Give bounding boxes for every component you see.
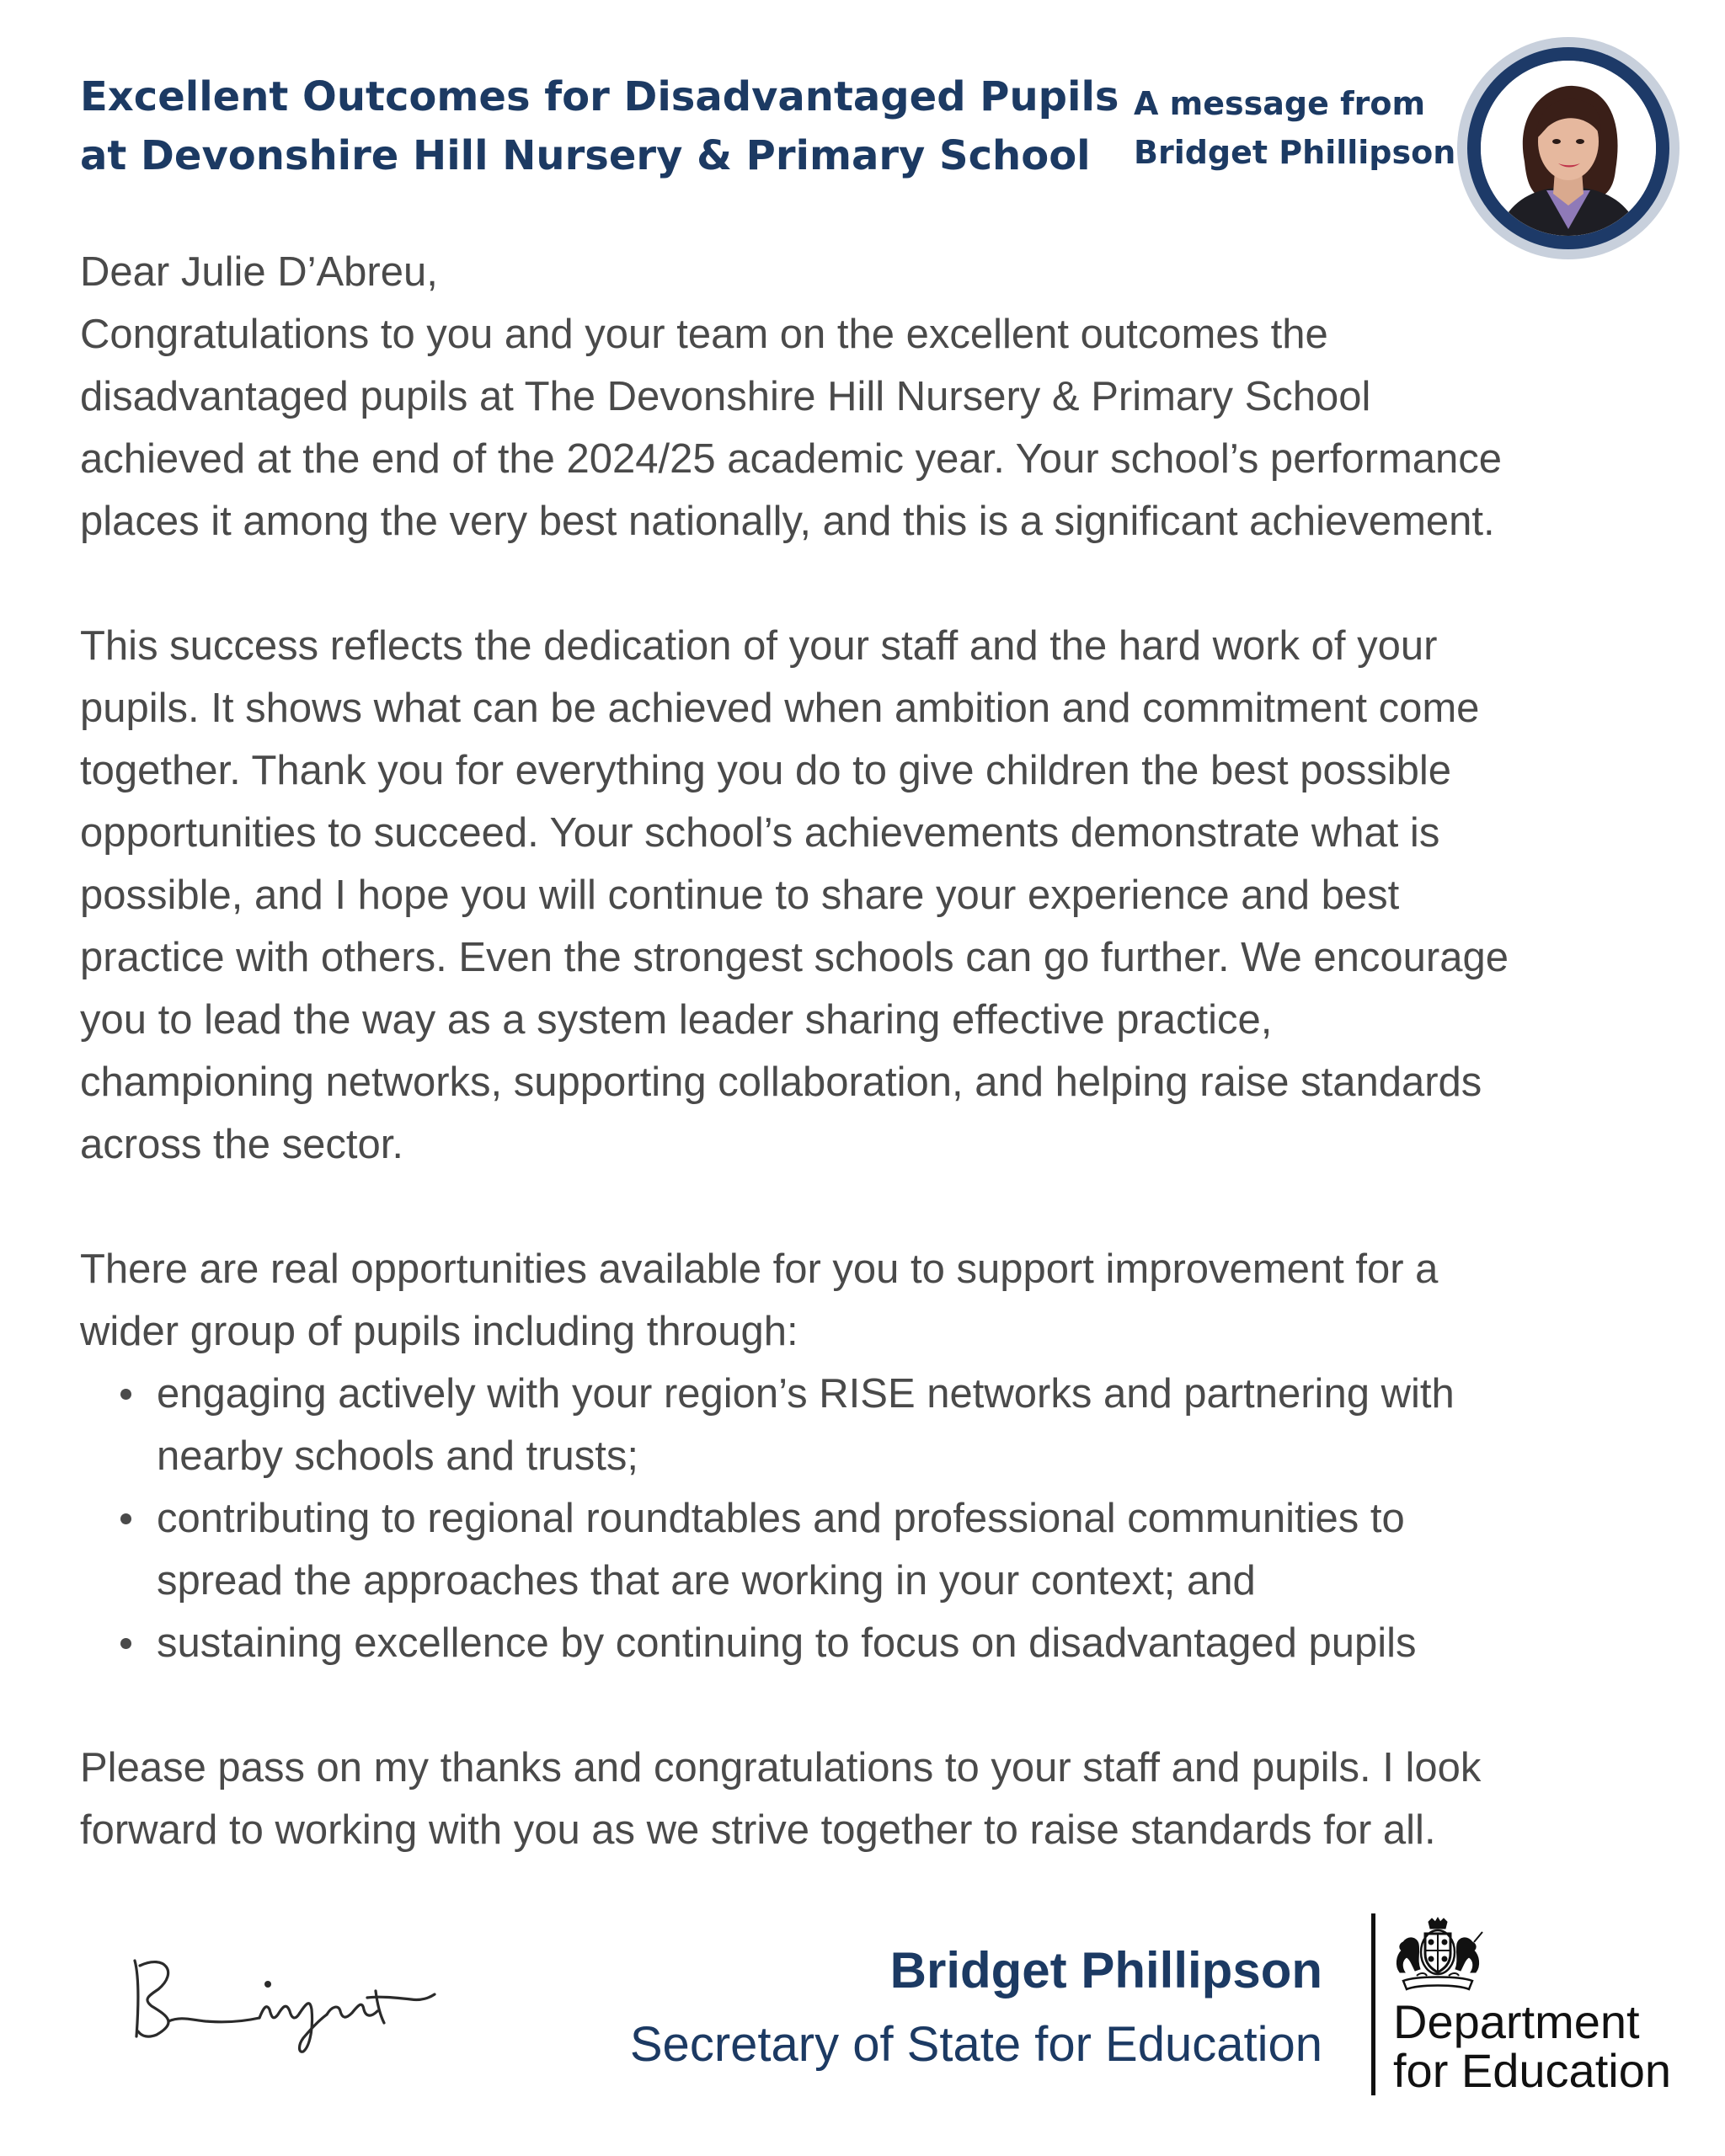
paragraph-line: championing networks, supporting collaboration, and helping raise standards <box>80 1059 1482 1105</box>
portrait-photo <box>1481 61 1656 236</box>
paragraph-line: you to lead the way as a system leader sharing effective practice, <box>80 997 1273 1043</box>
letter-body <box>80 241 1680 1861</box>
message-from-label <box>1134 79 1455 177</box>
paragraph-line: There are real opportunities available for you to support improvement for a <box>80 1246 1439 1292</box>
paragraph-line: places it among the very best nationally, and this is a significant achievement. <box>80 499 1495 544</box>
letter-heading <box>80 67 1119 185</box>
paragraph-line: Congratulations to you and your team on the excellent outcomes the <box>80 312 1328 357</box>
paragraph-4 <box>80 1737 1680 1861</box>
list-item: engaging actively with your region’s RISE networks and partnering with nearby schools and trusts; <box>80 1363 1680 1487</box>
message-from-line-2: Bridget Phillipson <box>1134 134 1456 171</box>
paragraph-line: across the sector. <box>80 1122 404 1167</box>
list-item: contributing to regional roundtables and professional communities to spread the approaches that are working in your context; and <box>80 1487 1680 1612</box>
department-logo-text <box>1393 1995 1671 2097</box>
paragraph-line: possible, and I hope you will continue to share your experience and best <box>80 873 1400 918</box>
paragraph-line: This success reflects the dedication of your staff and the hard work of your <box>80 623 1438 669</box>
paragraph-line: Please pass on my thanks and congratulations to your staff and pupils. I look <box>80 1745 1482 1790</box>
paragraph-3 <box>80 1238 1680 1363</box>
handwritten-signature <box>118 1929 438 2055</box>
bullet-icon <box>120 1389 131 1400</box>
bullet-icon <box>120 1638 131 1649</box>
salutation-text: Dear Julie D’Abreu, <box>80 249 438 295</box>
paragraph-line: practice with others. Even the strongest schools can go further. We encourage <box>80 935 1509 980</box>
royal-coat-of-arms-icon <box>1391 1917 1484 1994</box>
list-item: sustaining excellence by continuing to focus on disadvantaged pupils <box>80 1612 1680 1674</box>
salutation <box>80 241 1680 303</box>
signatory-role: Secretary of State for Education <box>629 2017 1322 2072</box>
opportunities-list <box>80 1363 1680 1674</box>
heading-line-1: Excellent Outcomes for Disadvantaged Pupils <box>80 73 1119 120</box>
paragraph-line: forward to working with you as we strive together to raise standards for all. <box>80 1807 1436 1853</box>
paragraph-line: disadvantaged pupils at The Devonshire Hill Nursery & Primary School <box>80 374 1371 419</box>
paragraph-1 <box>80 303 1680 552</box>
logo-divider <box>1371 1913 1375 2095</box>
paragraph-line: opportunities to succeed. Your school’s achievements demonstrate what is <box>80 810 1440 856</box>
department-line-1: Department <box>1393 1995 1640 2048</box>
portrait-frame <box>1457 37 1680 259</box>
heading-line-2: at Devonshire Hill Nursery & Primary School <box>80 132 1091 179</box>
paragraph-line: wider group of pupils including through: <box>80 1309 798 1354</box>
department-line-2: for Education <box>1393 2044 1671 2097</box>
paragraph-line: achieved at the end of the 2024/25 academic year. Your school’s performance <box>80 436 1503 482</box>
signatory-name: Bridget Phillipson <box>889 1942 1322 1999</box>
bullet-icon <box>120 1513 131 1524</box>
paragraph-2 <box>80 615 1680 1176</box>
paragraph-line: pupils. It shows what can be achieved when ambition and commitment come <box>80 686 1480 731</box>
message-from-line-1: A message from <box>1134 85 1426 122</box>
paragraph-line: together. Thank you for everything you do to give children the best possible <box>80 748 1452 793</box>
